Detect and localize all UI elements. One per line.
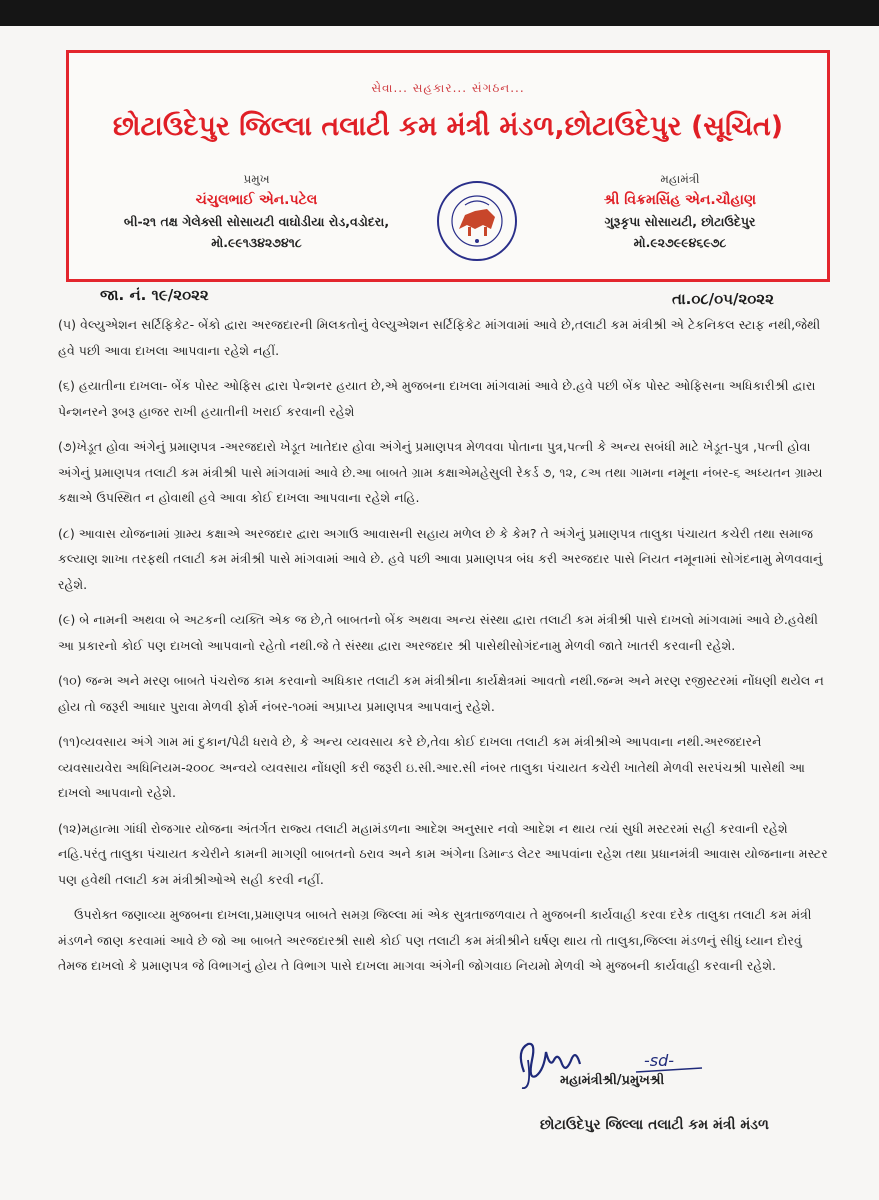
secretary-mobile: મો.૯૨૭૯૯૪૬૯૭૮: [633, 235, 727, 250]
paragraph-7-farmer: (૭)ખેડૂત હોવા અંગેનું પ્રમાણપત્ર -અરજદારો ખેડૂત ખાતેદાર હોવા અંગેનું પ્રમાણપત્ર મેળવવા પોતાના પુત્ર,પત્ની કે અન્ય સબંધી માટે ખેડૂત-પુત્ર ,પત્ની હોવા અંગેનું પ્રમાણપત્ર તલાટી કમ મંત્રીશ્રી પાસે માંગવામાં આવે છે.આ બાબતે ગ્રામ કક્ષાએમહેસુલી રેકર્ડ ૭, ૧૨, ૮અ તથા ગામના નમૂના નંબર-૬ અધ્યતન ગ્રામ્ય કક્ષાએ ઉપસ્થિત ન હોવાથી હવે આવા કોઈ દાખલા આપવાના રહેશે નહિ.: [58, 439, 823, 505]
president-name: ચંચુલભાઈ એન.પટેલ: [195, 192, 318, 208]
paragraph-10-birth-death: (૧૦) જન્મ અને મરણ બાબતે પંચરોજ કામ કરવાનો અધિકાર તલાટી કમ મંત્રીશ્રીના કાર્યક્ષેત્રમાં આવતો નથી.જન્મ અને મરણ રજીસ્ટરમાં નોંધણી થયેલ ન હોય તો જરૂરી આધાર પુરાવા મેળવી ફોર્મ નંબર-૧૦માં અપ્રાપ્ય પ્રમાણપત્ર આપવાનું રહેશે.: [58, 673, 824, 714]
paragraph-5-valuation: (૫) વેલ્યુએશન સર્ટિફિકેટ- બેંકો દ્વારા અરજદારની મિલકતોનું વેલ્યુએશન સર્ટિફિકેટ માંગવામાં આવે છે,તલાટી કમ મંત્રીશ્રી એ ટેકનિકલ સ્ટાફ નથી,જેથી હવે પછી આવા દાખલા આપવાના રહેશે નહીં.: [58, 317, 821, 358]
screen-top-bar: [0, 0, 879, 26]
secretary-role: મહામંત્રી: [660, 172, 700, 186]
president-mobile: મો.૯૯૧૩૪૨૭૪૧૮: [211, 235, 302, 250]
president-block: [89, 169, 424, 253]
organization-seal-icon: [435, 179, 519, 263]
reference-number: જા. નં. ૧૯/૨૦૨૨: [100, 286, 209, 304]
paragraph-6-existence: (૬) હયાતીના દાખલા- બેંક પોસ્ટ ઓફિસ દ્વારા પેન્શનર હયાત છે,એ મુજબના દાખલા માંગવામાં આવે છે.હવે પછી બેંક પોસ્ટ ઓફિસના અધિકારીશ્રી દ્વારા પેન્શનરને રૂબરૂ હાજર રાખી હયાતીની ખરાઈ કરવાની રહેશે: [58, 378, 816, 419]
organization-name: છોટાઉદેપુર જિલ્લા તલાટી કમ મંત્રી મંડળ,છોટાઉદેપુર (સૂચિત): [112, 111, 784, 142]
president-role: પ્રમુખ: [243, 172, 270, 186]
letterhead: [66, 50, 830, 282]
secretary-address: ગુરૂકૃપા સોસાયટી, છોટાઉદેપુર: [604, 214, 756, 229]
president-address: બી-૨૧ તક્ષ ગેલેક્સી સોસાયટી વાઘોડીયા રોડ,વડોદરા,: [123, 214, 390, 229]
footer-organization: છોટાઉદેપુર જિલ્લા તલાટી કમ મંત્રી મંડળ: [540, 1117, 769, 1133]
secretary-name: શ્રી વિક્રમસિંહ એન.ચૌહાણ: [603, 192, 757, 208]
paragraph-11-business: (૧૧)વ્યવસાય અંગે ગામ માં દુકાન/પેઢી ધરાવે છે, કે અન્ય વ્યવસાય કરે છે,તેવા કોઈ દાખલા તલાટી કમ મંત્રીશ્રીએ આપવાના નથી.અરજદારને વ્યવસાયવેરા અધિનિયમ-૨૦૦૮ અન્વયે વ્યવસાય નોંધણી કરી જરૂરી ઇ.સી.આર.સી નંબર તાલુકા પંચાયત કચેરી ખાતેથી મેળવી સરપંચશ્રી પાસેથી આ દાખલો આપવાનો રહેશે.: [58, 734, 806, 800]
paragraph-9-name: (૯) બે નામની અથવા બે અટકની વ્યક્તિ એક જ છે,તે બાબતનો બેંક અથવા અન્ય સંસ્થા દ્વારા તલાટી કમ મંત્રીશ્રી પાસે દાખલો માંગવામાં આવે છે.હવેથી આ પ્રકારનો કોઈ પણ દાખલો આપવાનો રહેતો નથી.જે તે સંસ્થા દ્વારા અરજદાર શ્રી પાસેથીસોગંદનામુ મેળવી જાતે ખાતરી કરવાની રહેશે.: [58, 612, 818, 653]
signatory-title: મહામંત્રીશ્રી/પ્રમુખશ્રી: [560, 1073, 665, 1088]
paragraph-closing: ઉપરોક્ત જણાવ્યા મુજબના દાખલા,પ્રમાણપત્ર બાબતે સમગ્ર જિલ્લા માં એક સુત્રતાજળવાય તે મુજબની કાર્યવાહી કરવા દરેક તાલુકા તલાટી કમ મંત્રી મંડળને જાણ કરવામાં આવે છે જો આ બાબતે અરજદારશ્રી સાથે કોઈ પણ તલાટી કમ મંત્રીશ્રીને ઘર્ષણ થાય તો તાલુકા,જિલ્લા મંડળનું સીધું ધ્યાન દોરવું તેમજ દાખલો કે પ્રમાણપત્ર જે વિભાગનું હોય તે વિભાગ પાસે દાખલા માગવા અંગેની જોગવાઇ નિયમો મેળવી એ મુજબની કાર્યવાહી કરવાની રહેશે.: [58, 907, 812, 973]
signature-mark: -sd-: [644, 1051, 675, 1070]
letterhead-motto: સેવા... સહકાર... સંગઠન...: [371, 81, 525, 95]
secretary-block: [549, 169, 811, 253]
signature-icon: [506, 1030, 706, 1100]
letter-body: [58, 312, 828, 989]
reference-date: તા.૦૮/૦૫/૨૦૨૨: [672, 290, 774, 308]
paragraph-12-employment: (૧૨)મહાત્મા ગાંધી રોજગાર યોજના અંતર્ગત રાજ્ય તલાટી મહામંડળના આદેશ અનુસાર નવો આદેશ ન થાય ત્યાં સુધી મસ્ટરમાં સહી કરવાની રહેશે નહિ.પરંતુ તાલુકા પંચાયત કચેરીને કામની માગણી બાબતનો ઠરાવ અને કામ અંગેના ડિમાન્ડ લેટર આપવાંના રહેશ તથા પ્રધાનમંત્રી આવાસ યોજનાના મસ્ટર પણ હવેથી તલાટી કમ મંત્રીશ્રીઓએ સહી કરવી નહીં.: [58, 820, 828, 887]
paragraph-8-housing: (૮) આવાસ યોજનામાં ગ્રામ્ય કક્ષાએ અરજદાર દ્વારા અગાઉ આવાસની સહાય મળેલ છે કે કેમ? તે અંગેનું પ્રમાણપત્ર તાલુકા પંચાયત કચેરી તથા સમાજ કલ્યાણ શાખા તરફથી તલાટી કમ મંત્રીશ્રી પાસે માંગવામાં આવે છે. હવે પછી આવા પ્રમાણપત્ર બંધ કરી અરજદાર પાસે નિયત નમૂનામાં સોગંદનામુ મેળવવાનું રહેશે.: [58, 525, 823, 592]
